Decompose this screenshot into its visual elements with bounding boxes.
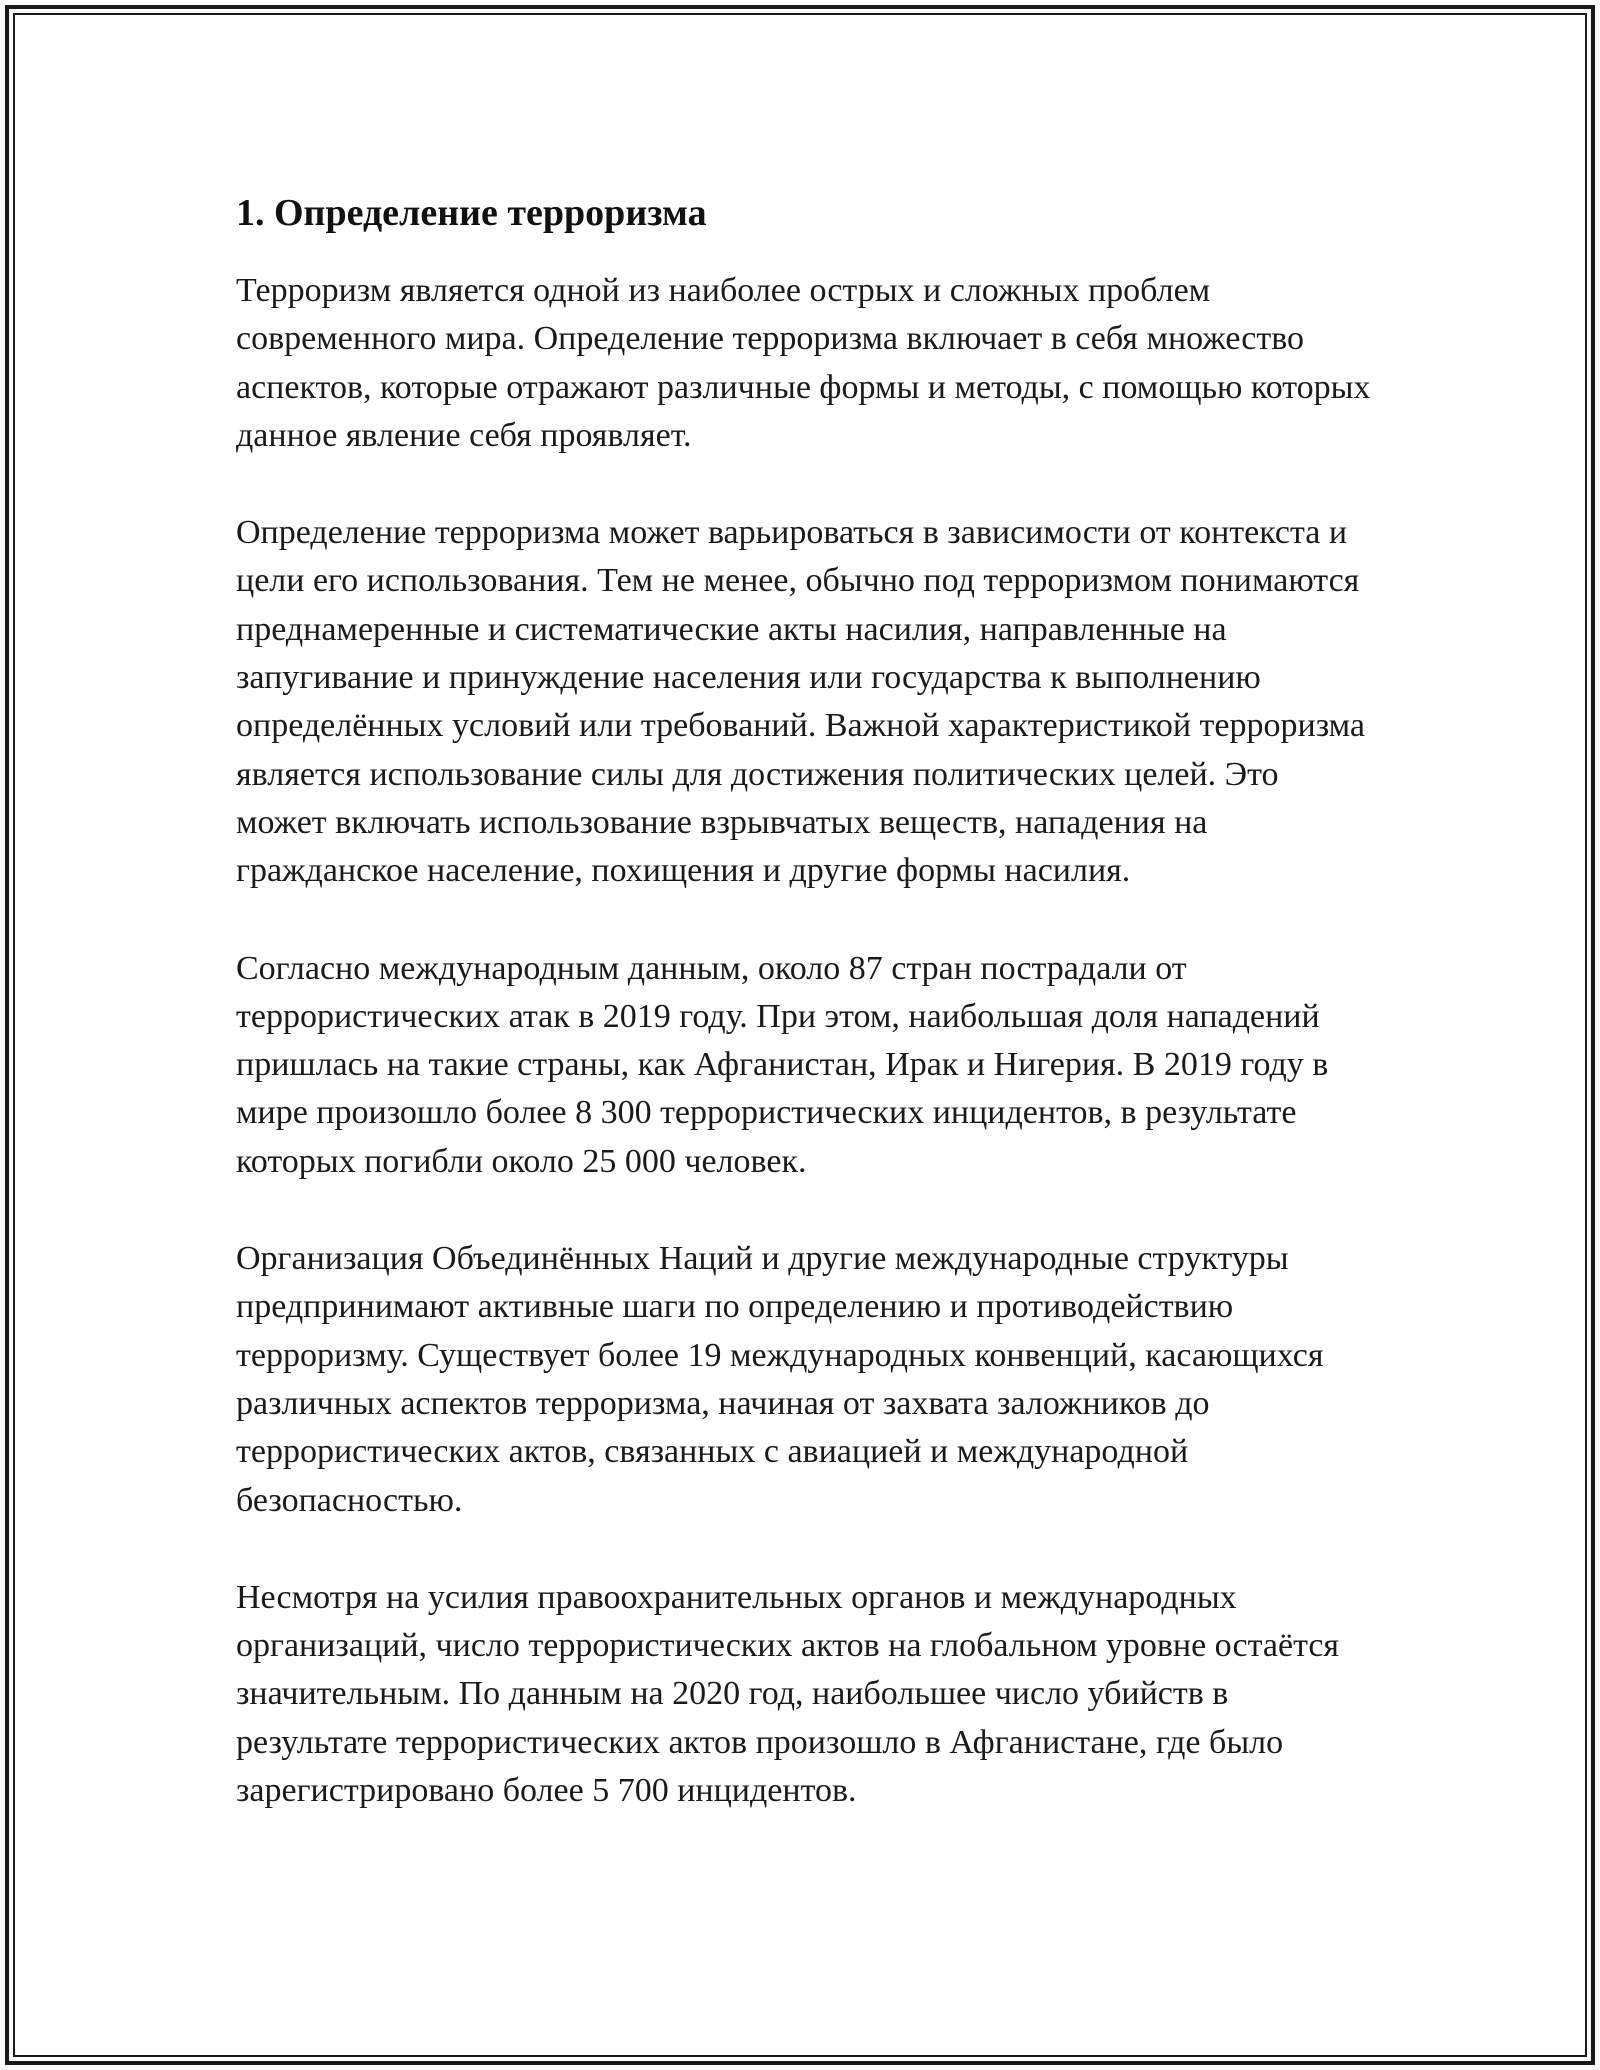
paragraph-3: Согласно международным данным, около 87 стран пострадали от террористических атак в 2019 году. При этом, наибольшая доля нападений пришлась на такие страны, как Афганистан, Ирак и Нигерия. В 2019 году в мире произошло более 8 300 террористических инцидентов, в результате которых погибли около 25 000 человек. [236,949,1329,1180]
paragraph-5: Несмотря на усилия правоохранительных органов и международных организаций, число террористических актов на глобальном уровне остаётся значительным. По данным на 2020 год, наибольшее число убийств в результате террористических актов произошло в Афганистане, где было зарегистрировано более 5 700 инцидентов. [236,1578,1340,1810]
paragraph-4: Организация Объединённых Наций и другие международные структуры предпринимают активные шаги по определению и противодействию терроризму. Существует более 19 международных конвенций, касающихся различных аспектов терроризма, начиная от захвата заложников до террористических актов, связанных с авиацией и международной безопасностью. [236,1240,1324,1519]
section-heading: 1. Определение терроризма [236,192,707,234]
paragraph-1: Терроризм является одной из наиболее острых и сложных проблем современного мира. Определение терроризма включает в себя множество аспектов, которые отражают различные формы и методы, с помощью которых данное явление себя проявляет. [236,272,1371,454]
paragraph-2: Определение терроризма может варьироваться в зависимости от контекста и цели его использования. Тем не менее, обычно под терроризмом понимаются преднамеренные и систематические акты насилия, направленные на запугивание и принуждение населения или государства к выполнению определённых условий или требований. Важной характеристикой терроризма является использование силы для достижения политических целей. Это может включать использование взрывчатых веществ, нападения на гражданское население, похищения и другие формы насилия. [236,514,1366,890]
document-body [236,185,1376,1815]
